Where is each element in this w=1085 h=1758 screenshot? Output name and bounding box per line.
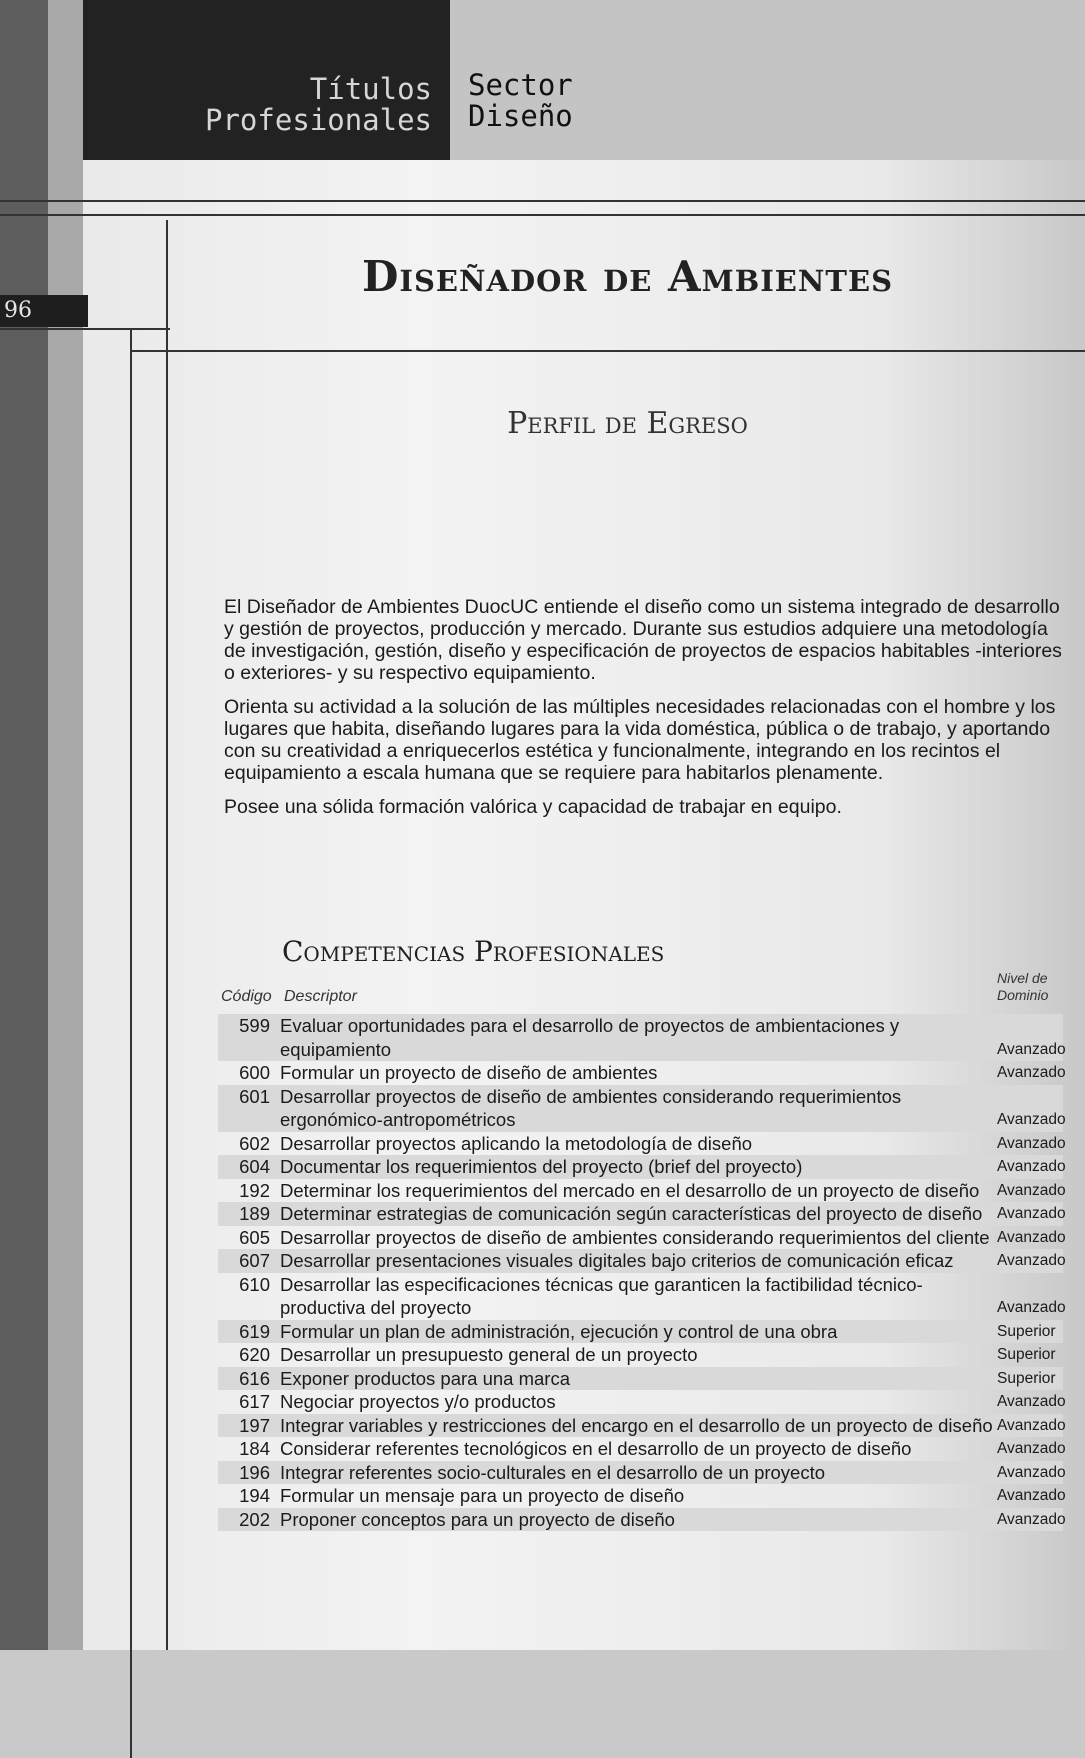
column-header-code: Código — [221, 988, 272, 1005]
row-level: Superior — [997, 1322, 1056, 1340]
title-underline-rule — [130, 350, 1085, 352]
row-code: 604 — [239, 1156, 270, 1177]
table-row — [218, 1155, 1066, 1179]
row-descriptor: Determinar estrategias de comunicación según características del proyecto de diseño — [280, 1203, 983, 1224]
column-header-level-line1: Nivel de — [997, 970, 1048, 986]
page-title: Diseñador de Ambientes — [361, 252, 894, 301]
page-spine-shadow — [0, 0, 48, 1650]
row-level: Superior — [997, 1369, 1056, 1387]
row-code: 600 — [239, 1062, 270, 1083]
row-code: 202 — [239, 1508, 270, 1530]
row-code: 602 — [239, 1132, 270, 1154]
row-descriptor: Desarrollar proyectos de diseño de ambientes considerando requerimientos del cliente — [280, 1226, 990, 1248]
top-rule-2 — [0, 214, 1085, 216]
row-level: Avanzado — [997, 1064, 1066, 1081]
table-row — [218, 1367, 1063, 1391]
table-row — [218, 1226, 1066, 1250]
column-header-descriptor: Descriptor — [284, 988, 357, 1005]
row-descriptor: Desarrollar las especificaciones técnicas que garanticen la factibilidad técnico-productiva del proyecto — [280, 1273, 923, 1318]
table-row — [218, 1437, 1066, 1461]
top-rule-1 — [0, 200, 1085, 202]
table-row — [218, 1508, 1066, 1532]
table-row — [218, 1014, 1066, 1061]
table-row — [218, 1179, 1066, 1203]
row-descriptor: Determinar los requerimientos del mercado en el desarrollo de un proyecto de diseño — [280, 1179, 980, 1201]
page-number: 96 — [0, 295, 88, 327]
row-code: 196 — [239, 1461, 270, 1483]
row-level: Avanzado — [997, 1205, 1066, 1222]
row-descriptor: Negociar proyectos y/o productos — [280, 1391, 556, 1412]
row-code: 610 — [239, 1273, 270, 1295]
row-descriptor: Formular un proyecto de diseño de ambientes — [280, 1062, 658, 1083]
profile-paragraph: Orienta su actividad a la solución de las múltiples necesidades relacionadas con el hombre y los lugares que habita, diseñando lugares para la vida doméstica, pública o de trabajo, y aportando con su creatividad a enriquecerlos estética y funcionalmente, integrando en los recintos el equipamiento a escala humana que se requiere para habitarlos plenamente. — [224, 696, 1056, 784]
header-sector-text — [468, 70, 573, 132]
row-level: Avanzado — [997, 1134, 1066, 1152]
row-descriptor: Desarrollar un presupuesto general de un proyecto — [280, 1344, 698, 1365]
profile-paragraph: Posee una sólida formación valórica y capacidad de trabajar en equipo. — [224, 796, 842, 818]
row-code: 620 — [239, 1344, 270, 1365]
row-level: Avanzado — [997, 1416, 1066, 1434]
table-row — [218, 1414, 1066, 1438]
row-code: 607 — [239, 1250, 270, 1271]
row-level: Avanzado — [997, 1158, 1066, 1175]
table-row — [218, 1320, 1063, 1344]
row-level: Avanzado — [997, 1440, 1066, 1457]
table-row — [218, 1343, 1063, 1367]
header-sector-line2: Diseño — [468, 99, 573, 133]
header-titles-line2: Profesionales — [205, 103, 432, 137]
row-descriptor: Formular un mensaje para un proyecto de diseño — [280, 1485, 685, 1506]
row-descriptor: Evaluar oportunidades para el desarrollo de proyectos de ambientaciones y equipamiento — [280, 1015, 900, 1060]
row-code: 619 — [239, 1320, 270, 1342]
row-descriptor: Proponer conceptos para un proyecto de diseño — [280, 1508, 675, 1530]
row-level: Avanzado — [997, 1181, 1066, 1199]
row-code: 617 — [239, 1391, 270, 1412]
profile-text — [224, 596, 1066, 830]
row-descriptor: Integrar variables y restricciones del encargo en el desarrollo de un proyecto de diseño — [280, 1414, 993, 1436]
row-descriptor: Documentar los requerimientos del proyecto (brief del proyecto) — [280, 1156, 803, 1177]
table-row — [218, 1461, 1066, 1485]
row-code: 601 — [239, 1085, 270, 1107]
page-margin-band — [48, 0, 83, 1650]
row-descriptor: Exponer productos para una marca — [280, 1367, 571, 1389]
row-level: Avanzado — [997, 1393, 1066, 1410]
row-level: Avanzado — [997, 1510, 1066, 1528]
row-code: 184 — [239, 1438, 270, 1459]
column-header-level — [997, 970, 1048, 1004]
header-titles-text — [205, 74, 432, 136]
row-level: Avanzado — [997, 1299, 1066, 1316]
row-descriptor: Desarrollar proyectos de diseño de ambientes considerando requerimientos ergonómico-antropométricos — [280, 1085, 902, 1130]
left-vertical-rule-2 — [166, 220, 168, 1650]
row-code: 605 — [239, 1226, 270, 1248]
table-row — [218, 1132, 1066, 1156]
row-code: 192 — [239, 1179, 270, 1201]
row-descriptor: Desarrollar proyectos aplicando la metodología de diseño — [280, 1132, 753, 1154]
row-level: Avanzado — [997, 1463, 1066, 1481]
table-row — [218, 1484, 1066, 1508]
competencies-table — [218, 1014, 1066, 1531]
table-row — [218, 1390, 1066, 1414]
header-sector-block — [450, 0, 1085, 160]
profile-heading: Perfil de Egreso — [507, 406, 748, 441]
column-header-level-line2: Dominio — [997, 987, 1049, 1003]
table-row — [218, 1249, 1066, 1273]
table-row — [218, 1273, 1066, 1320]
profile-paragraph: El Diseñador de Ambientes DuocUC entiende el diseño como un sistema integrado de desarrollo y gestión de proyectos, producción y mercado. Durante sus estudios adquiere una metodología de investigación, gestión, diseño y especificación de proyectos de espacios habitables -interiores o exteriores- y su respectivo equipamiento. — [224, 596, 1062, 684]
row-code: 599 — [239, 1015, 270, 1036]
row-descriptor: Integrar referentes socio-culturales en el desarrollo de un proyecto — [280, 1461, 826, 1483]
row-code: 197 — [239, 1414, 270, 1436]
table-row — [218, 1061, 1066, 1085]
row-descriptor: Considerar referentes tecnológicos en el desarrollo de un proyecto de diseño — [280, 1438, 912, 1459]
page-number-rule — [0, 328, 170, 330]
row-code: 194 — [239, 1485, 270, 1506]
row-level: Avanzado — [997, 1252, 1066, 1269]
table-row — [218, 1202, 1066, 1226]
row-code: 616 — [239, 1367, 270, 1389]
header-titles-block — [83, 0, 450, 160]
competencies-heading: Competencias Profesionales — [282, 935, 665, 968]
row-level: Avanzado — [997, 1228, 1066, 1246]
left-vertical-rule-1 — [130, 328, 132, 1758]
header-sector-line1: Sector — [468, 68, 573, 102]
row-level: Superior — [997, 1346, 1056, 1363]
row-descriptor: Desarrollar presentaciones visuales digitales bajo criterios de comunicación eficaz — [280, 1250, 954, 1271]
row-level: Avanzado — [997, 1487, 1066, 1504]
row-level: Avanzado — [997, 1040, 1066, 1058]
row-descriptor: Formular un plan de administración, ejecución y control de una obra — [280, 1320, 838, 1342]
table-row — [218, 1085, 1066, 1132]
header-titles-line1: Títulos — [309, 72, 432, 106]
row-level: Avanzado — [997, 1111, 1066, 1128]
row-code: 189 — [239, 1203, 270, 1224]
